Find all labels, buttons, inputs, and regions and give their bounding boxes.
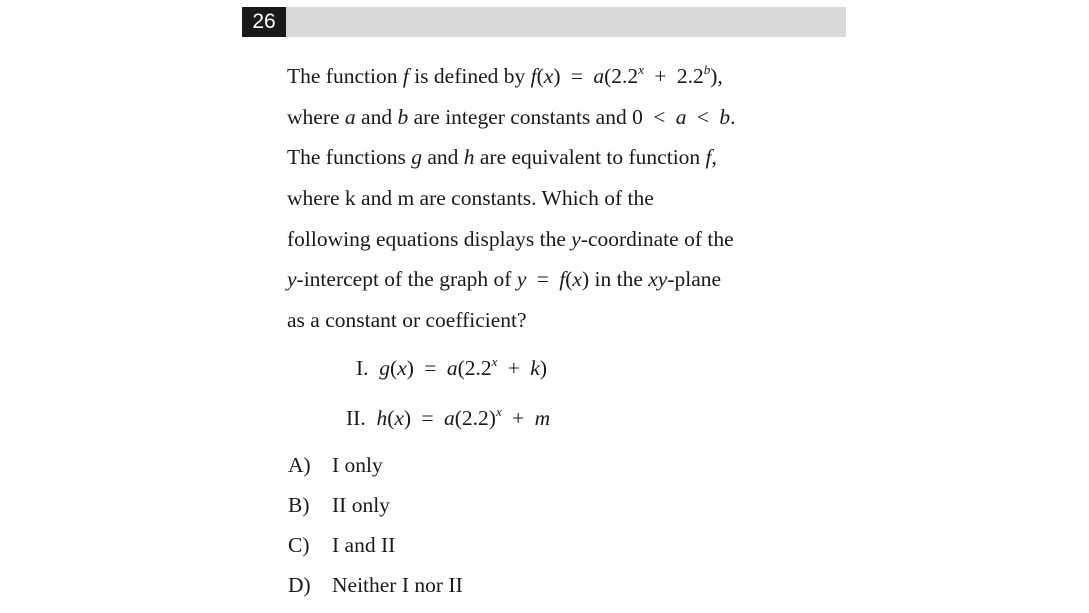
choice-letter: A) — [288, 453, 311, 477]
question-line-6: y-intercept of the graph of y = f(x) in the xy-plane — [287, 267, 722, 292]
choice-text: I and II — [332, 533, 396, 557]
statement-ii — [346, 406, 550, 431]
choice-text: Neither I nor II — [332, 573, 463, 597]
question-line-3: The functions g and h are equivalent to function f, — [287, 145, 717, 170]
question-header — [242, 7, 846, 37]
statement-numeral: I. — [356, 356, 369, 380]
choice-letter: D) — [288, 573, 311, 597]
statement-numeral: II. — [346, 406, 366, 430]
statement-equation: $h(x) = a(2.2)^x + m$ — [376, 404, 551, 430]
choice-text: II only — [332, 493, 390, 517]
answer-choice-c[interactable] — [288, 533, 395, 558]
choice-letter: B) — [288, 493, 310, 517]
question-line-2: where a and b are integer constants and 0 < a < b. — [287, 104, 736, 129]
answer-choice-a[interactable] — [288, 453, 383, 478]
choice-letter: C) — [288, 533, 310, 557]
question-line-1: The function f is defined by f(x) = a(2.2$^x$ + 2.2$^b$), — [287, 62, 723, 88]
statement-i — [356, 356, 547, 381]
answer-choice-b[interactable] — [288, 493, 390, 518]
question-line-4: where k and m are constants. Which of the — [287, 186, 654, 211]
question-number: 26 — [242, 7, 286, 37]
question-line-7: as a constant or coefficient? — [287, 308, 527, 333]
answer-choice-d[interactable] — [288, 573, 463, 598]
question-stem — [287, 56, 847, 341]
statement-equation: g(x) = a(2.2$^x$ + k) — [379, 354, 548, 380]
header-bar — [286, 7, 846, 37]
question-line-5: following equations displays the y-coordinate of the — [287, 226, 734, 251]
choice-text: I only — [332, 453, 383, 477]
